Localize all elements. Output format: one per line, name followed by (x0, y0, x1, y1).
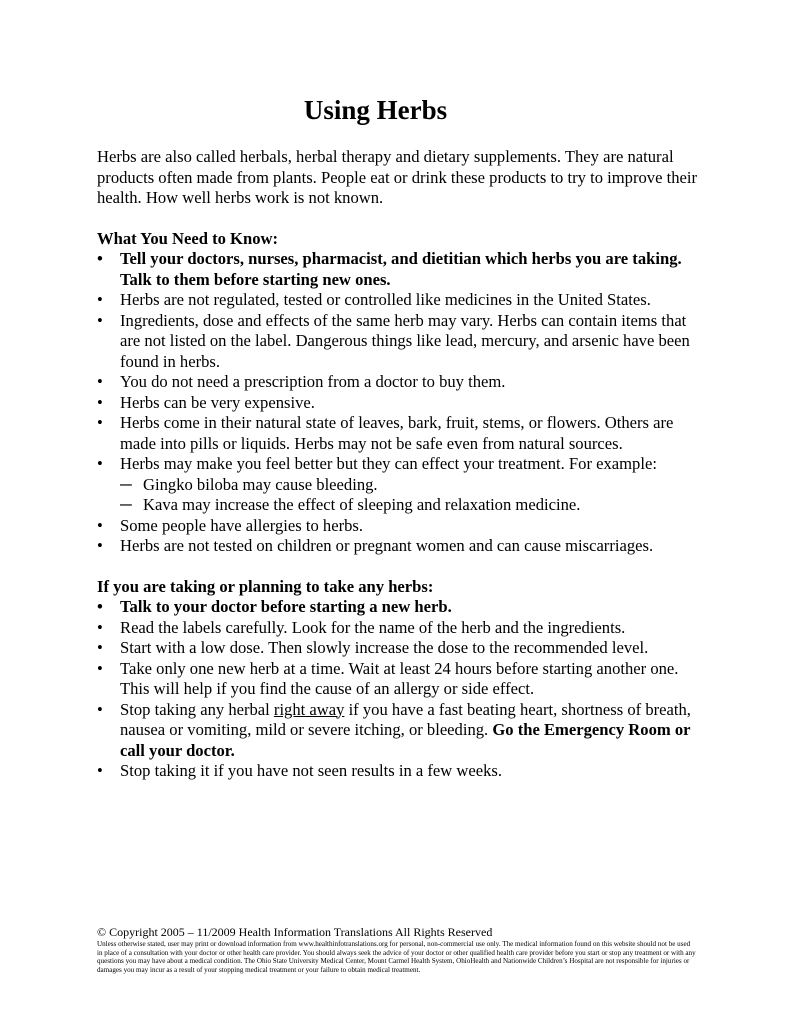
list-item (97, 516, 697, 537)
bold-text: Go the Emergency Room or call your doctor. (120, 720, 691, 760)
bullet-icon: • (97, 290, 103, 309)
intro-paragraph: Herbs are also called herbals, herbal therapy and dietary supplements. They are natural products often made from plants. People eat or drink these products to try to improve their health. How well herbs work is not known. (97, 147, 697, 207)
list-item (97, 761, 697, 782)
disclaimer-text: Unless otherwise stated, user may print or download information from www.healthinfotranslations.org for personal, non-commercial use only. The medical information found on this website should not be used in place of a consultation with your doctor or other health care provider. You should always seek the advice of your doctor or other qualified health care provider before you start or stop any treatment or with any questions you may have about a medical condition. The Ohio State University Medical Center, Mount Carmel Health System, OhioHealth and Nationwide Children’s Hospital are not responsible for injuries or damages you may incur as a result of your stopping medical treatment or your failure to obtain medical treatment. (97, 940, 696, 974)
list-item (97, 659, 697, 700)
bullet-icon: • (97, 617, 103, 637)
copyright-notice: © Copyright 2005 – 11/2009 Health Information Translations All Rights Reserved (97, 925, 493, 939)
list-item-text: Herbs come in their natural state of leaves, bark, fruit, stems, or flowers. Others are made into pills or liquids. Herbs may not be safe even from natural sources. (120, 413, 674, 453)
bullet-icon: • (97, 597, 103, 616)
list-item (97, 413, 697, 454)
list-item-text: Ingredients, dose and effects of the same herb may vary. Herbs can contain items that are not listed on the label. Dangerous things like lead, mercury, and arsenic have been found in herbs. (120, 310, 690, 371)
list-item (97, 393, 697, 414)
bullet-icon: • (97, 413, 103, 432)
list-item (97, 454, 697, 516)
bullet-icon: • (97, 658, 103, 678)
list-item (97, 597, 697, 618)
list-item-text: Herbs are not tested on children or pregnant women and can cause miscarriages. (120, 536, 654, 555)
list-item (97, 311, 697, 373)
list-item (97, 536, 697, 557)
bullet-icon: • (97, 761, 103, 780)
dash-icon: ─ (120, 495, 132, 514)
footer (97, 925, 697, 974)
page-title: Using Herbs (303, 95, 448, 125)
list-item-text: Some people have allergies to herbs. (120, 515, 363, 535)
bullet-icon: • (97, 249, 103, 268)
list-item (97, 618, 697, 639)
list-item-text: Read the labels carefully. Look for the name of the herb and the ingredients. (120, 617, 626, 637)
list-item (97, 290, 697, 311)
list-item-text: if you have a fast beating heart, shortness of breath, nausea or vomiting, mild or severe itching, or bleeding. (120, 699, 691, 739)
section-heading-what-you-need-to-know: What You Need to Know: (97, 228, 278, 248)
list-item-text: Start with a low dose. Then slowly increase the dose to the recommended level. (120, 638, 649, 657)
list-item-text: Tell your doctors, nurses, pharmacist, and dietitian which herbs you are taking. Talk to them before starting new ones. (120, 249, 682, 289)
list-item (97, 700, 697, 762)
what-you-need-to-know-list (97, 249, 697, 557)
sub-list-item (120, 495, 697, 516)
bullet-icon: • (97, 536, 103, 555)
list-item-text: Herbs may make you feel better but they can effect your treatment. For example: (120, 454, 657, 473)
list-item (97, 638, 697, 659)
list-item-text: Stop taking it if you have not seen results in a few weeks. (120, 761, 503, 780)
list-item-text: Talk to your doctor before starting a new herb. (120, 597, 452, 616)
if-taking-herbs-list (97, 597, 697, 782)
sub-list-item-text: Gingko biloba may cause bleeding. (143, 474, 378, 494)
bullet-icon: • (97, 454, 103, 473)
bullet-icon: • (97, 699, 103, 719)
document-body (97, 147, 697, 782)
list-item-text: Herbs are not regulated, tested or controlled like medicines in the United States. (120, 290, 651, 309)
list-item-text: You do not need a prescription from a doctor to buy them. (120, 372, 506, 391)
bullet-icon: • (97, 310, 103, 330)
dash-icon: ─ (120, 474, 132, 494)
section-heading-if-taking-herbs: If you are taking or planning to take any herbs: (97, 576, 434, 596)
sub-list-item (120, 475, 697, 496)
underlined-text: right away (273, 699, 345, 719)
bullet-icon: • (97, 515, 103, 535)
sub-list-item-text: Kava may increase the effect of sleeping and relaxation medicine. (143, 495, 581, 514)
list-item-text: Stop taking any herbal (120, 699, 274, 719)
list-item (97, 372, 697, 393)
list-item (97, 249, 697, 290)
list-item-text: Herbs can be very expensive. (120, 392, 315, 412)
bullet-icon: • (97, 638, 103, 657)
list-item-text: Take only one new herb at a time. Wait at least 24 hours before starting another one. This will help if you find the cause of an allergy or side effect. (120, 658, 679, 698)
bullet-icon: • (97, 392, 103, 412)
bullet-icon: • (97, 372, 103, 391)
